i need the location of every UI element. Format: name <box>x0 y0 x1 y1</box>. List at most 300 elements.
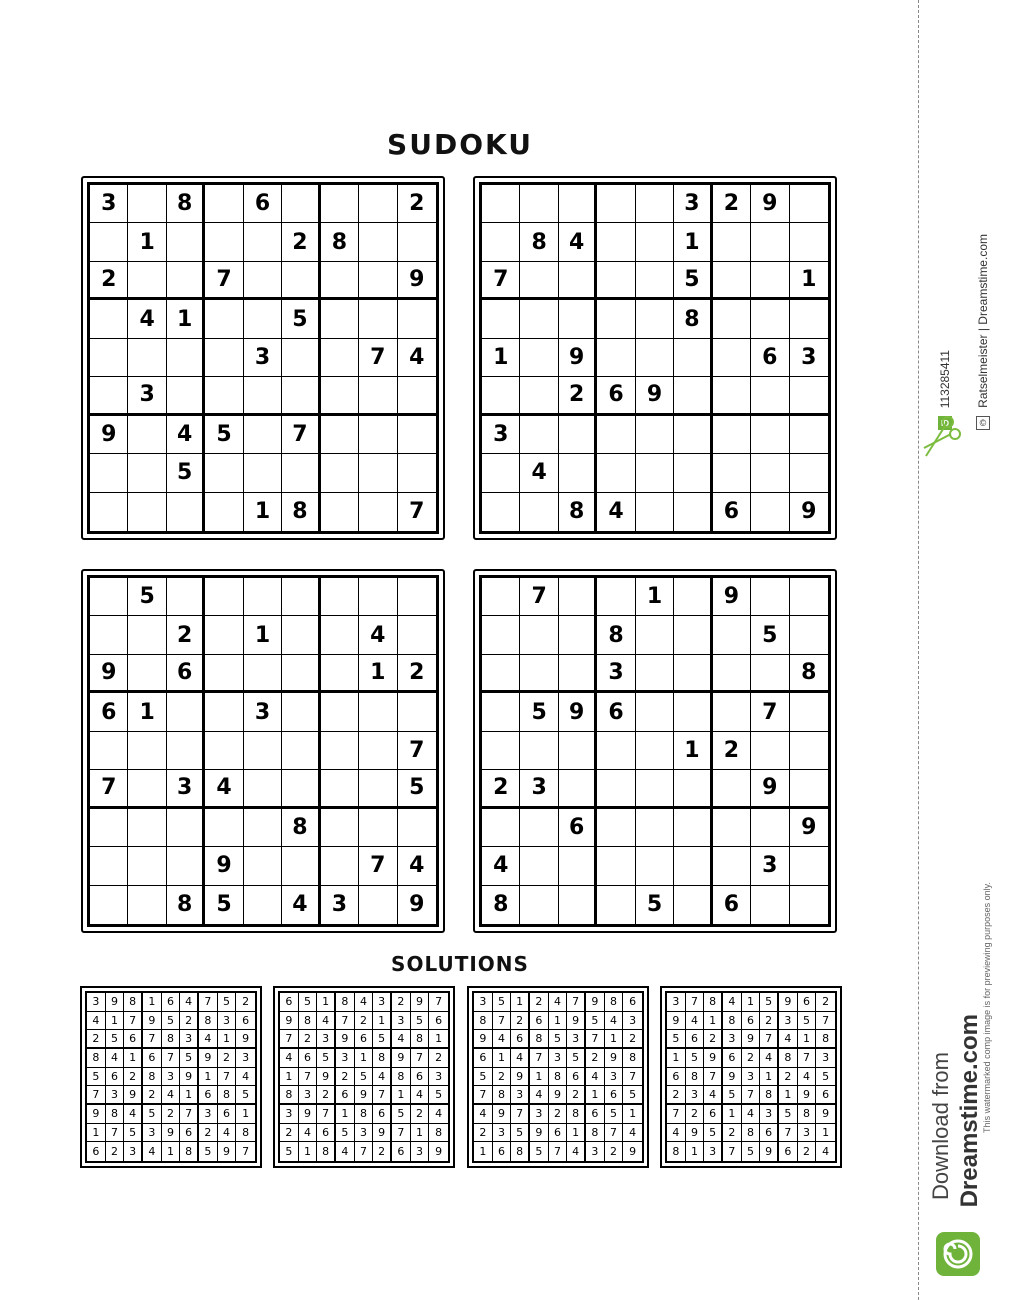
solution-cell: 2 <box>474 1124 493 1143</box>
solution-cell: 9 <box>373 1124 392 1143</box>
puzzle-cell <box>321 185 359 223</box>
solution-cell: 1 <box>355 1049 374 1068</box>
puzzle-cell <box>790 454 828 492</box>
solution-cell: 1 <box>411 1124 430 1143</box>
solution-cells <box>472 991 644 1163</box>
puzzle-cell <box>128 655 166 693</box>
puzzle-cell: 9 <box>801 499 817 525</box>
solution-cell: 7 <box>106 1124 125 1143</box>
puzzle-cell <box>128 809 166 847</box>
solution-cell: 3 <box>299 1086 318 1105</box>
solution-cell: 9 <box>779 993 798 1012</box>
puzzle-cell: 9 <box>90 655 128 693</box>
solution-cell: 1 <box>236 1105 255 1124</box>
puzzle-cell <box>359 693 397 731</box>
solution-cell: 5 <box>411 1012 430 1031</box>
solution-cell: 3 <box>218 1012 237 1031</box>
solution-cell: 5 <box>180 1049 199 1068</box>
puzzle-cell <box>751 655 789 693</box>
puzzle-cell <box>597 886 635 924</box>
puzzle-cell <box>751 732 789 770</box>
solution-cell: 4 <box>686 1012 705 1031</box>
solution-grid-4 <box>660 986 842 1168</box>
puzzle-cell <box>482 578 520 616</box>
puzzle-cell: 3 <box>321 886 359 924</box>
solution-cell: 5 <box>798 1012 817 1031</box>
solution-cell: 3 <box>586 1142 605 1161</box>
solution-cell: 3 <box>779 1012 798 1031</box>
solution-cell: 1 <box>779 1086 798 1105</box>
solution-cell: 1 <box>586 1086 605 1105</box>
puzzle-cell <box>751 416 789 454</box>
solution-cell: 2 <box>798 1142 817 1161</box>
puzzle-cell: 1 <box>636 578 674 616</box>
puzzle-cell: 8 <box>167 886 205 924</box>
puzzle-cell <box>790 223 828 261</box>
solution-cell: 7 <box>199 993 218 1012</box>
solution-cell: 2 <box>143 1086 162 1105</box>
solution-cell: 7 <box>317 1105 336 1124</box>
puzzle-cell: 4 <box>398 847 436 885</box>
solution-cell: 6 <box>392 1142 411 1161</box>
solution-cell: 7 <box>242 1145 250 1159</box>
puzzle-cell: 5 <box>282 300 320 338</box>
solution-cell: 5 <box>742 1142 761 1161</box>
puzzle-cell <box>90 886 128 924</box>
solution-cell: 6 <box>280 993 299 1012</box>
solution-cell: 6 <box>317 1124 336 1143</box>
solution-cell: 2 <box>567 1086 586 1105</box>
solution-cell: 4 <box>317 1012 336 1031</box>
puzzle-cell <box>597 416 635 454</box>
solution-cell: 8 <box>392 1068 411 1087</box>
solution-cell: 7 <box>760 1030 779 1049</box>
puzzle-cell <box>167 732 205 770</box>
solution-cell: 8 <box>336 993 355 1012</box>
solution-cell: 2 <box>667 1086 686 1105</box>
puzzle-cell <box>398 809 436 847</box>
solution-cell: 5 <box>143 1105 162 1124</box>
solution-cell: 2 <box>549 1105 568 1124</box>
puzzle-cell <box>359 770 397 808</box>
solution-cell: 9 <box>723 1068 742 1087</box>
puzzle-cell <box>128 339 166 377</box>
solution-cell: 7 <box>355 1142 374 1161</box>
puzzle-cell <box>790 377 828 415</box>
puzzle-cell <box>398 223 436 261</box>
puzzle-cell <box>636 223 674 261</box>
puzzle-cell <box>790 416 828 454</box>
puzzle-cell <box>205 616 243 654</box>
solution-cell: 8 <box>199 1012 218 1031</box>
puzzle-cell: 8 <box>482 886 520 924</box>
solution-cell: 1 <box>124 1049 143 1068</box>
image-id: 113285411 <box>938 349 952 408</box>
puzzle-cell: 6 <box>751 339 789 377</box>
solution-cell: 2 <box>392 993 411 1012</box>
puzzle-cell <box>321 493 359 531</box>
solution-cell: 6 <box>124 1030 143 1049</box>
solution-cell: 3 <box>667 993 686 1012</box>
solution-cell: 1 <box>280 1068 299 1087</box>
puzzle-cell <box>713 809 751 847</box>
puzzle-cell <box>321 847 359 885</box>
puzzle-cell: 6 <box>597 693 635 731</box>
puzzle-cell <box>128 262 166 300</box>
puzzle-cell <box>482 300 520 338</box>
puzzle-cell <box>636 185 674 223</box>
solution-cell: 4 <box>567 1142 586 1161</box>
puzzle-cell <box>321 616 359 654</box>
puzzle-cell <box>128 185 166 223</box>
solution-cell: 9 <box>798 1086 817 1105</box>
puzzle-cell <box>282 732 320 770</box>
puzzle-cell: 3 <box>674 185 712 223</box>
solution-cell: 6 <box>143 1049 162 1068</box>
puzzle-cell <box>244 655 282 693</box>
puzzle-cell <box>790 732 828 770</box>
solution-cell: 9 <box>667 1012 686 1031</box>
puzzle-cell: 4 <box>205 770 243 808</box>
solution-cell: 9 <box>218 1142 237 1161</box>
puzzle-cell <box>321 770 359 808</box>
puzzle-cell <box>359 886 397 924</box>
solution-cell: 9 <box>106 993 125 1012</box>
solution-cell: 4 <box>373 1068 392 1087</box>
solution-cell: 6 <box>87 1142 106 1161</box>
puzzle-cell: 5 <box>674 262 712 300</box>
puzzle-cell <box>90 300 128 338</box>
solution-cell: 2 <box>162 1105 181 1124</box>
solution-cell: 7 <box>686 993 705 1012</box>
puzzle-cell <box>674 847 712 885</box>
puzzle-cell <box>559 454 597 492</box>
solution-cell: 7 <box>218 1068 237 1087</box>
solution-cell: 1 <box>667 1049 686 1068</box>
solution-cell: 4 <box>336 1142 355 1161</box>
puzzle-cell <box>398 693 436 731</box>
puzzle-cell: 9 <box>636 377 674 415</box>
solution-cell: 3 <box>567 1030 586 1049</box>
puzzle-cell <box>674 770 712 808</box>
puzzle-cell <box>205 223 243 261</box>
download-from-label: Download from <box>928 1052 953 1200</box>
solution-cell: 9 <box>143 1012 162 1031</box>
solution-cell: 5 <box>493 993 512 1012</box>
puzzle-cell: 7 <box>205 262 243 300</box>
solution-cell: 8 <box>299 1012 318 1031</box>
puzzle-cell: 5 <box>398 770 436 808</box>
puzzle-cell: 6 <box>713 493 751 531</box>
solution-cell: 1 <box>299 1142 318 1161</box>
puzzle-cell <box>321 262 359 300</box>
stock-meta <box>938 190 998 430</box>
puzzle-cell: 9 <box>751 770 789 808</box>
puzzle-cell: 4 <box>559 223 597 261</box>
puzzle-cell <box>636 809 674 847</box>
solution-cell: 5 <box>124 1124 143 1143</box>
solution-cell: 7 <box>124 1012 143 1031</box>
solution-cell: 8 <box>798 1105 817 1124</box>
solution-cell: 4 <box>822 1145 830 1159</box>
solution-cell: 4 <box>530 1086 549 1105</box>
puzzle-cell <box>713 416 751 454</box>
puzzle-cell <box>751 454 789 492</box>
puzzle-cell <box>321 300 359 338</box>
puzzle-cell <box>751 578 789 616</box>
puzzle-cell <box>636 262 674 300</box>
puzzle-cell: 1 <box>790 262 828 300</box>
solution-grid-1 <box>80 986 262 1168</box>
solution-cells <box>278 991 450 1163</box>
puzzle-cell <box>713 223 751 261</box>
solution-cell: 9 <box>530 1124 549 1143</box>
puzzle-cell <box>282 693 320 731</box>
puzzle-cell: 5 <box>205 886 243 924</box>
puzzle-cell: 6 <box>244 185 282 223</box>
solution-cell: 8 <box>605 993 624 1012</box>
solution-grid-3 <box>467 986 649 1168</box>
solution-cell: 9 <box>586 993 605 1012</box>
puzzle-cell <box>90 339 128 377</box>
puzzle-cell <box>359 493 397 531</box>
puzzle-cell <box>597 185 635 223</box>
puzzle-cell <box>282 770 320 808</box>
puzzle-cell <box>751 223 789 261</box>
puzzle-cell <box>674 578 712 616</box>
puzzle-cell <box>674 377 712 415</box>
puzzle-cell <box>520 300 558 338</box>
puzzle-cell <box>790 185 828 223</box>
solution-cells <box>665 991 837 1163</box>
puzzle-cell: 2 <box>482 770 520 808</box>
puzzle-cell: 7 <box>90 770 128 808</box>
solution-cell: 7 <box>392 1124 411 1143</box>
solution-cell: 2 <box>742 1049 761 1068</box>
solution-cell: 4 <box>236 1068 255 1087</box>
solution-cell: 1 <box>317 993 336 1012</box>
solution-cell: 4 <box>199 1030 218 1049</box>
solution-cell: 9 <box>299 1105 318 1124</box>
solution-cell: 1 <box>429 1030 448 1049</box>
puzzle-cell: 1 <box>128 223 166 261</box>
puzzle-cell: 7 <box>359 339 397 377</box>
solution-cell: 2 <box>180 1012 199 1031</box>
solution-cell: 7 <box>798 1049 817 1068</box>
solution-cell: 5 <box>355 1068 374 1087</box>
solution-cell: 2 <box>723 1124 742 1143</box>
solution-cell: 2 <box>511 1012 530 1031</box>
solution-cell: 2 <box>236 993 255 1012</box>
puzzle-cell: 8 <box>282 493 320 531</box>
puzzle-cell: 3 <box>597 655 635 693</box>
solution-cell: 8 <box>355 1105 374 1124</box>
solution-cell: 1 <box>605 1030 624 1049</box>
solution-cell: 3 <box>798 1124 817 1143</box>
puzzle-cell <box>559 770 597 808</box>
puzzle-cell <box>713 339 751 377</box>
puzzle-grid <box>479 182 831 534</box>
solution-cell: 9 <box>392 1049 411 1068</box>
solution-cell: 1 <box>474 1142 493 1161</box>
puzzle-cell <box>559 847 597 885</box>
solution-cell: 1 <box>760 1068 779 1087</box>
puzzle-cell: 4 <box>482 847 520 885</box>
solution-cell: 2 <box>336 1068 355 1087</box>
solution-cell: 5 <box>816 1068 835 1087</box>
solution-cell: 8 <box>586 1124 605 1143</box>
puzzle-cell <box>482 454 520 492</box>
puzzle-cell <box>282 377 320 415</box>
solution-grid-2 <box>273 986 455 1168</box>
puzzle-cell: 2 <box>713 185 751 223</box>
solution-cell: 4 <box>493 1030 512 1049</box>
solution-cell: 7 <box>474 1086 493 1105</box>
puzzle-cell <box>244 886 282 924</box>
puzzle-cell: 1 <box>482 339 520 377</box>
puzzle-cell <box>713 454 751 492</box>
puzzle-cell <box>398 377 436 415</box>
solution-cell: 7 <box>623 1068 642 1087</box>
solution-cell: 7 <box>530 1049 549 1068</box>
solution-cell: 3 <box>704 1142 723 1161</box>
puzzle-cell <box>482 616 520 654</box>
puzzle-cell: 3 <box>128 377 166 415</box>
puzzle-cell: 8 <box>167 185 205 223</box>
solution-cell: 7 <box>567 993 586 1012</box>
puzzle-cell <box>244 732 282 770</box>
solution-cell: 3 <box>411 1142 430 1161</box>
solution-cell: 9 <box>511 1068 530 1087</box>
solution-cell: 3 <box>236 1049 255 1068</box>
puzzle-cell <box>282 655 320 693</box>
puzzle-cell <box>90 616 128 654</box>
solution-cell: 8 <box>280 1086 299 1105</box>
solution-cell: 1 <box>106 1012 125 1031</box>
puzzle-cell: 9 <box>398 262 436 300</box>
solution-cell: 9 <box>411 993 430 1012</box>
solution-cell: 7 <box>87 1086 106 1105</box>
puzzle-cell <box>597 770 635 808</box>
solution-cell: 4 <box>124 1105 143 1124</box>
solution-cell: 5 <box>392 1105 411 1124</box>
solution-cell: 4 <box>586 1068 605 1087</box>
sudoku-puzzle-1 <box>81 176 445 540</box>
solution-cell: 1 <box>373 1012 392 1031</box>
puzzle-cell <box>520 262 558 300</box>
solution-cell: 8 <box>530 1030 549 1049</box>
puzzle-cell <box>205 454 243 492</box>
puzzle-cell: 2 <box>167 616 205 654</box>
solution-cell: 9 <box>549 1086 568 1105</box>
puzzle-cell <box>321 416 359 454</box>
solution-cell: 6 <box>218 1105 237 1124</box>
puzzle-cell: 9 <box>559 339 597 377</box>
sudoku-puzzle-2 <box>473 176 837 540</box>
puzzle-grid <box>479 575 831 927</box>
puzzle-cell: 1 <box>674 223 712 261</box>
puzzle-cell <box>597 339 635 377</box>
puzzle-cell <box>205 809 243 847</box>
solution-cell: 7 <box>429 993 448 1012</box>
solution-cell: 3 <box>199 1105 218 1124</box>
solution-cell: 8 <box>760 1086 779 1105</box>
solution-cell: 1 <box>218 1030 237 1049</box>
puzzle-cell <box>398 616 436 654</box>
puzzle-cell <box>597 454 635 492</box>
puzzle-cell: 4 <box>282 886 320 924</box>
solution-cell: 9 <box>236 1030 255 1049</box>
solution-cell: 5 <box>280 1142 299 1161</box>
puzzle-cell <box>282 616 320 654</box>
solution-cell: 4 <box>779 1030 798 1049</box>
solution-cell: 8 <box>511 1142 530 1161</box>
solution-cell: 4 <box>704 1086 723 1105</box>
puzzle-cell <box>482 377 520 415</box>
puzzle-cell <box>205 732 243 770</box>
puzzle-cell <box>713 377 751 415</box>
puzzle-cell: 9 <box>713 578 751 616</box>
puzzle-cell <box>674 886 712 924</box>
puzzle-cell <box>167 223 205 261</box>
puzzle-cell <box>597 732 635 770</box>
puzzle-cell <box>359 454 397 492</box>
solution-cell: 3 <box>511 1086 530 1105</box>
solution-cell: 3 <box>87 993 106 1012</box>
solution-cell: 4 <box>760 1049 779 1068</box>
solution-cell: 3 <box>493 1124 512 1143</box>
puzzle-cell: 9 <box>559 693 597 731</box>
solution-cell: 4 <box>474 1105 493 1124</box>
solution-cell: 8 <box>567 1105 586 1124</box>
puzzle-cell: 5 <box>205 416 243 454</box>
solution-cell: 3 <box>336 1049 355 1068</box>
puzzle-cell: 1 <box>244 493 282 531</box>
solution-cell: 6 <box>493 1142 512 1161</box>
puzzle-cell: 1 <box>244 616 282 654</box>
puzzle-cell: 8 <box>520 223 558 261</box>
solution-cell: 9 <box>317 1068 336 1087</box>
puzzle-cell: 7 <box>409 499 425 525</box>
solution-cell: 8 <box>493 1086 512 1105</box>
solution-cell: 3 <box>530 1105 549 1124</box>
solution-cell: 1 <box>162 1142 181 1161</box>
solution-cell: 6 <box>530 1012 549 1031</box>
puzzle-cell <box>90 732 128 770</box>
solution-cell: 4 <box>392 1030 411 1049</box>
puzzle-cell: 5 <box>751 616 789 654</box>
solution-cell: 7 <box>336 1012 355 1031</box>
puzzle-cell <box>128 416 166 454</box>
puzzle-cell <box>559 416 597 454</box>
solution-cell: 6 <box>336 1086 355 1105</box>
solution-cell: 4 <box>299 1124 318 1143</box>
solution-cell: 9 <box>816 1105 835 1124</box>
solution-cell: 8 <box>704 993 723 1012</box>
puzzle-cell: 7 <box>359 847 397 885</box>
solution-cell: 3 <box>474 993 493 1012</box>
solution-cell: 3 <box>355 1124 374 1143</box>
puzzle-cell <box>244 847 282 885</box>
solution-cell: 5 <box>530 1142 549 1161</box>
solution-cell: 7 <box>411 1049 430 1068</box>
puzzle-cell: 2 <box>398 185 436 223</box>
solution-cell: 9 <box>704 1049 723 1068</box>
puzzle-cell <box>790 300 828 338</box>
puzzle-cell <box>167 809 205 847</box>
solution-cell: 5 <box>511 1124 530 1143</box>
solution-cell: 4 <box>106 1049 125 1068</box>
